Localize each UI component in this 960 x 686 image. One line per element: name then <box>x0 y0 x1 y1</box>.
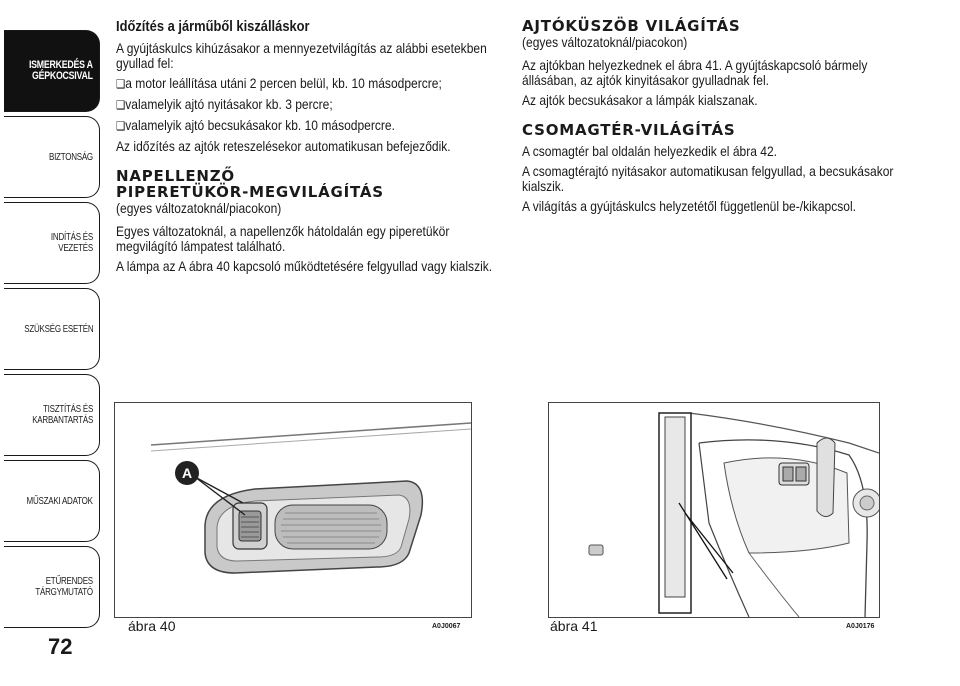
subheading-idozites: Időzítés a járműből kiszálláskor <box>116 18 310 35</box>
door-courtesy-light-drawing <box>549 403 879 617</box>
tab-targymutato[interactable]: ETŰRENDES TÁRGYMUTATÓ <box>4 546 100 628</box>
sun-visor-mirror-light-drawing <box>115 403 471 617</box>
tab-muszaki[interactable]: MŰSZAKI ADATOK <box>4 460 100 542</box>
heading-csomagter: CSOMAGTÉR-VILÁGÍTÁS <box>522 121 736 139</box>
variant-note: (egyes változatoknál/piacokon) <box>522 34 688 50</box>
paragraph: A csomagtérajtó nyitásakor automatikusan felgyullad, a becsukásakor kialszik. <box>522 163 894 194</box>
variant-note: (egyes változatoknál/piacokon) <box>116 200 282 216</box>
paragraph: Az ajtókban helyezkednek el ábra 41. A gyújtáskapcsoló bármely állásában, az ajtók kinyitásakor gyulladnak fel. <box>522 57 868 88</box>
bullet-item: ❑ valamelyik ajtó becsukásakor kb. 10 másodpercre. <box>116 118 505 134</box>
tab-inditas[interactable]: INDÍTÁS ÉS VEZETÉS <box>4 202 100 284</box>
paragraph: A lámpa az A ábra 40 kapcsoló működtetésére felgyullad vagy kialszik. <box>116 258 493 274</box>
heading-napellenzo: NAPELLENZŐ <box>116 167 235 185</box>
tab-ismerkedes[interactable]: ISMERKEDÉS A GÉPKOCSIVAL <box>4 30 100 112</box>
tab-szukseg[interactable]: SZÜKSÉG ESETÉN <box>4 288 100 370</box>
left-column <box>116 18 506 279</box>
page-number: 72 <box>48 634 73 659</box>
bullet-item: ❑ valamelyik ajtó nyitásakor kb. 3 percre; <box>116 97 505 113</box>
tab-biztonsag[interactable]: BIZTONSÁG <box>4 116 100 198</box>
figure-41-caption: ábra 41 <box>550 618 598 634</box>
figure-41-code: A0J0176 <box>846 623 875 630</box>
bullet-item: ❑ a motor leállítása utáni 2 percen belül, kb. 10 másodpercre; <box>116 76 505 92</box>
paragraph: Az időzítés az ajtók reteszelésekor automatikusan befejeződik. <box>116 138 451 154</box>
paragraph: A világítás a gyújtáskulcs helyzetétől függetlenül be-/kikapcsol. <box>522 198 856 214</box>
figure-40-code: A0J0067 <box>432 623 461 630</box>
figure-41-illustration <box>548 402 880 618</box>
figure-40-illustration <box>114 402 472 618</box>
paragraph: A gyújtáskulcs kihúzásakor a mennyezetvilágítás az alábbi esetekben gyullad fel: <box>116 40 487 71</box>
paragraph: Egyes változatoknál, a napellenzők hátoldalán egy piperetükör megvilágító lámpatest található. <box>116 223 450 254</box>
heading-piperetukor: PIPERETÜKÖR-MEGVILÁGÍTÁS <box>116 183 384 201</box>
figure-40-caption: ábra 40 <box>128 618 176 634</box>
heading-ajtokuszob: AJTÓKÜSZÖB VILÁGÍTÁS <box>522 17 741 35</box>
paragraph: Az ajtók becsukásakor a lámpák kialszanak. <box>522 92 758 108</box>
tab-tisztitas[interactable]: TISZTÍTÁS ÉS KARBANTARTÁS <box>4 374 100 456</box>
right-column <box>522 18 922 219</box>
paragraph: A csomagtér bal oldalán helyezkedik el ábra 42. <box>522 143 778 159</box>
marker-a-label: A <box>181 465 193 481</box>
